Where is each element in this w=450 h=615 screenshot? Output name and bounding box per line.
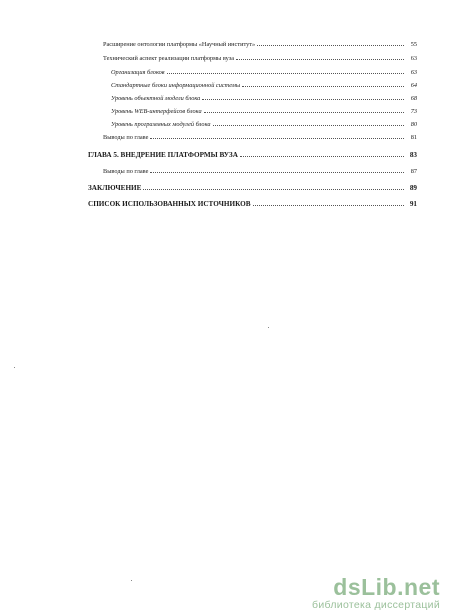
toc-entry-technical-aspect — [103, 55, 417, 62]
dot-leader — [253, 205, 404, 206]
toc-entry-title: СПИСОК ИСПОЛЬЗОВАННЫХ ИСТОЧНИКОВ — [88, 200, 251, 208]
toc-entry-object-model-level — [111, 95, 417, 102]
toc-entry-web-interface-level — [111, 108, 417, 115]
toc-entry-page: 83 — [409, 151, 417, 159]
toc-entry-references — [88, 200, 417, 208]
toc-entry-page: 89 — [409, 184, 417, 192]
toc-entry-chapter-5-conclusions — [103, 168, 417, 175]
toc-entry-chapter-conclusions — [103, 134, 417, 141]
scan-speck — [268, 327, 269, 328]
scan-speck — [131, 580, 132, 581]
dot-leader — [213, 125, 404, 126]
toc-entry-page: 63 — [410, 69, 417, 76]
toc-entry-title: Выводы по главе — [103, 168, 149, 175]
dot-leader — [150, 138, 404, 139]
toc-entry-title: Выводы по главе — [103, 134, 149, 141]
toc-entry-page: 80 — [410, 121, 417, 128]
toc-entry-title: Расширение онтологии платформы «Научный институт» — [103, 41, 256, 48]
watermark-logo-ext: .net — [397, 574, 440, 600]
toc-entry-program-modules-level — [111, 121, 417, 128]
watermark — [312, 575, 440, 611]
toc-entry-title: Стандартные блоки информационной системы — [111, 82, 241, 89]
toc-entry-page: 81 — [410, 134, 417, 141]
watermark-subtitle: библиотека диссертаций — [312, 599, 440, 611]
watermark-logo-main: dsLib — [333, 574, 398, 600]
toc-entry-ontology-extension — [103, 41, 417, 48]
toc-entry-title: ГЛАВА 5. ВНЕДРЕНИЕ ПЛАТФОРМЫ ВУЗА — [88, 151, 238, 159]
toc-entry-page: 73 — [410, 108, 417, 115]
toc-entry-title: ЗАКЛЮЧЕНИЕ — [88, 184, 142, 192]
dot-leader — [202, 99, 404, 100]
toc-entry-page: 63 — [410, 55, 417, 62]
toc-entry-page: 68 — [410, 95, 417, 102]
toc-entry-title: Уровень объектной модели блока — [111, 95, 201, 102]
dot-leader — [240, 156, 404, 157]
dot-leader — [143, 189, 404, 190]
toc-entry-block-organization — [111, 69, 417, 76]
toc-entry-chapter-5 — [88, 151, 417, 159]
toc-entry-title: Технический аспект реализации платформы вуза — [103, 55, 235, 62]
toc-entry-page: 55 — [410, 41, 417, 48]
toc-entry-title: Уровень программных модулей блока — [111, 121, 211, 128]
dot-leader — [150, 172, 404, 173]
scan-speck — [14, 367, 15, 368]
toc-entry-page: 91 — [409, 200, 417, 208]
toc-entry-title: Уровень WEB-интерфейсов блока — [111, 108, 202, 115]
watermark-logo — [312, 575, 440, 599]
dot-leader — [167, 73, 404, 74]
toc-entry-page: 87 — [410, 168, 417, 175]
dot-leader — [204, 112, 404, 113]
dot-leader — [242, 86, 404, 87]
toc-entry-title: Организация блоков — [111, 69, 165, 76]
toc-entry-page: 64 — [410, 82, 417, 89]
dot-leader — [236, 59, 404, 60]
toc-entry-standard-blocks — [111, 82, 417, 89]
dot-leader — [257, 45, 404, 46]
toc-entry-conclusion — [88, 184, 417, 192]
